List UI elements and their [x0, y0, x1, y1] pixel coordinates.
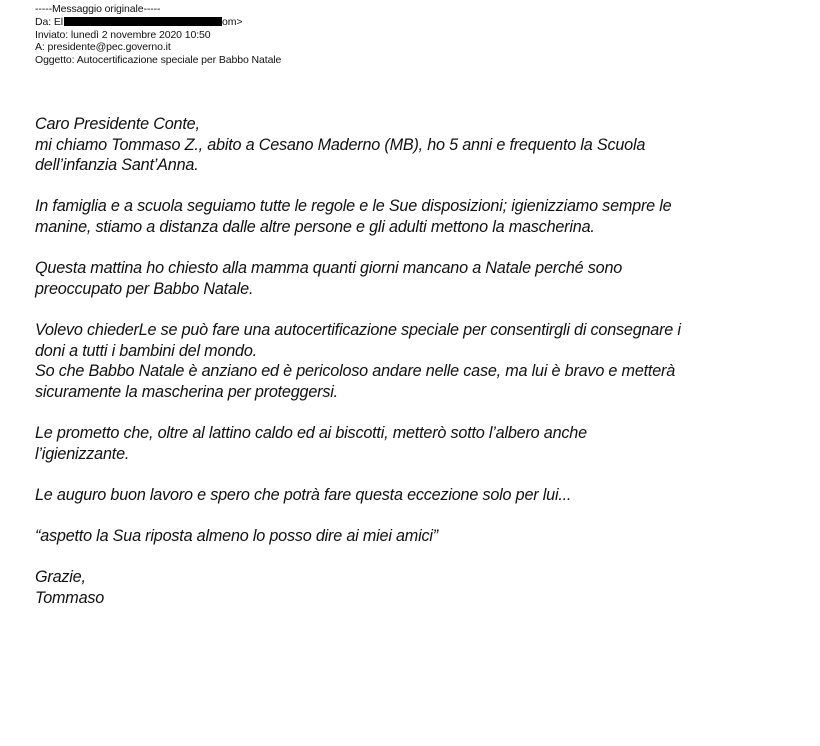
redaction-bar: [64, 17, 222, 26]
paragraph-6: Le auguro buon lavoro e spero che potrà fare questa eccezione solo per lui...: [35, 485, 572, 504]
paragraph-4-line-1: Volevo chiederLe se può fare una autocertificazione speciale per consentirgli di consegnare i: [35, 320, 681, 339]
paragraph-1-line-2: dell’infanzia Sant’Anna.: [35, 156, 199, 175]
greeting: Caro Presidente Conte,: [35, 115, 200, 133]
paragraph-5-line-2: l’igienizzante.: [35, 444, 130, 463]
from-tail: om>: [222, 15, 243, 28]
signature: Tommaso: [35, 588, 105, 607]
paragraph-4-line-2: doni a tutti i bambini del mondo.: [35, 341, 257, 360]
email-body: [35, 114, 810, 608]
paragraph-5-line-1: Le prometto che, oltre al lattino caldo ed ai biscotti, metterò sotto l’albero anche: [35, 423, 587, 442]
from-label: Da: El: [35, 15, 63, 28]
original-message-title: -----Messaggio originale-----: [35, 3, 161, 15]
paragraph-3-line-1: Questa mattina ho chiesto alla mamma quanti giorni mancano a Natale perché sono: [35, 259, 623, 278]
paragraph-4-line-3: So che Babbo Natale è anziano ed è pericoloso andare nelle case, ma lui è bravo e metterà: [35, 362, 676, 381]
paragraph-2-line-1: In famiglia e a scuola seguiamo tutte le regole e le Sue disposizioni; igienizziamo sempre le: [35, 197, 672, 216]
from-line: [35, 16, 795, 29]
sent-line: Inviato: lunedì 2 novembre 2020 10:50: [35, 28, 211, 41]
paragraph-7: “aspetto la Sua riposta almeno lo posso dire ai miei amici”: [35, 526, 438, 545]
closing: Grazie,: [35, 568, 86, 587]
paragraph-2-line-2: manine, stiamo a distanza dalle altre persone e gli adulti mettono la mascherina.: [35, 217, 595, 236]
paragraph-1-line-1: mi chiamo Tommaso Z., abito a Cesano Maderno (MB), ho 5 anni e frequento la Scuola: [35, 135, 646, 154]
to-line: A: presidente@pec.governo.it: [35, 41, 171, 54]
paragraph-4-line-4: sicuramente la mascherina per proteggersi.: [35, 382, 338, 401]
paragraph-3-line-2: preoccupato per Babbo Natale.: [35, 279, 254, 298]
email-header: [35, 3, 795, 67]
subject-line: Oggetto: Autocertificazione speciale per Babbo Natale: [35, 54, 282, 67]
